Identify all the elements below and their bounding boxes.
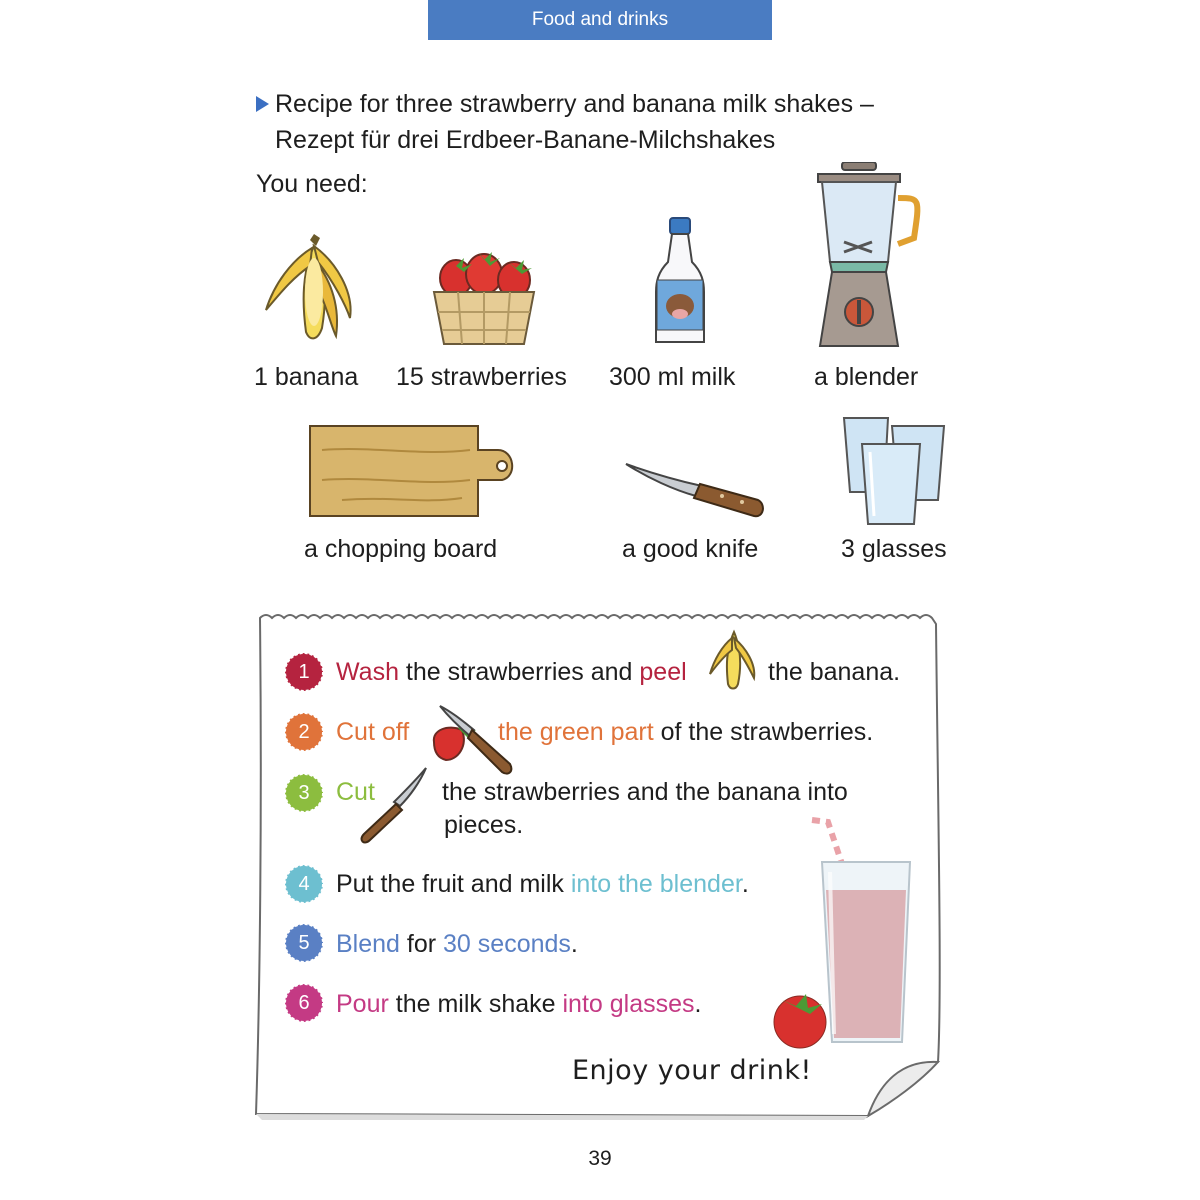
step-1-action-wash: Wash [336,658,399,686]
step-4-start: Put the fruit and milk [336,870,571,898]
step-2-badge: 2 [284,712,324,752]
item-caption-banana: 1 banana [254,363,359,391]
bullet-arrow-icon [256,96,269,112]
step-6-into-glasses: into glasses [562,990,695,1018]
intro-line-english: Recipe for three strawberry and banana milk shakes – [275,90,874,118]
step-1-text [336,658,687,687]
item-caption-strawberries: 15 strawberries [396,363,567,391]
banana-icon [262,232,358,352]
milk-bottle-icon [652,216,708,348]
step-2-text [498,718,873,747]
step-2-action-cut-off: Cut off [336,718,410,746]
section-title-tab: Food and drinks [428,0,772,40]
step-1-badge: 1 [284,652,324,692]
item-caption-glasses: 3 glasses [841,535,947,563]
step-3-text-line1: the strawberries and the banana into [442,778,848,806]
step-5-duration: 30 seconds [443,930,571,958]
intro-line-german: Rezept für drei Erdbeer-Banane-Milchshakes [275,126,776,154]
step-5-action-blend: Blend [336,930,400,958]
step-6-text [336,990,701,1019]
knife-icon [624,460,768,524]
step-2-green-part: the green part [498,718,654,746]
closing-message: Enjoy your drink! [572,1055,812,1086]
step-6-action-pour: Pour [336,990,389,1018]
step-6-end: . [694,990,702,1018]
step-3-action-cut: Cut [336,778,375,806]
recipe-intro [256,86,956,158]
step-5-badge: 5 [284,923,324,963]
step-1-middle: the strawberries and [398,658,640,686]
step-3-badge: 3 [284,773,324,813]
step-2-end: of the strawberries. [653,718,874,746]
small-knife-icon [356,764,432,844]
you-need-label: You need: [256,170,368,198]
step-1-action-peel: peel [639,658,687,686]
page-number: 39 [588,1147,612,1170]
step-6-middle: the milk shake [388,990,563,1018]
item-caption-milk: 300 ml milk [609,363,736,391]
step-4-text [336,870,749,899]
item-caption-board: a chopping board [304,535,498,563]
item-caption-blender: a blender [814,363,919,391]
step-3-text-line2: pieces. [444,811,524,839]
step-1-end: the banana. [768,658,901,686]
step-6-badge: 6 [284,983,324,1023]
milkshake-glass-icon [770,816,920,1056]
step-5-for: for [399,930,444,958]
step-4-end: . [741,870,749,898]
peeled-banana-icon [708,628,760,694]
item-caption-knife: a good knife [622,535,759,563]
step-5-text [336,930,578,959]
step-5-end: . [570,930,578,958]
strawberry-basket-icon [428,248,540,348]
step-4-into-blender: into the blender [570,870,742,898]
chopping-board-icon [302,420,522,524]
step-4-badge: 4 [284,864,324,904]
blender-icon [814,162,924,350]
glasses-icon [840,412,948,528]
